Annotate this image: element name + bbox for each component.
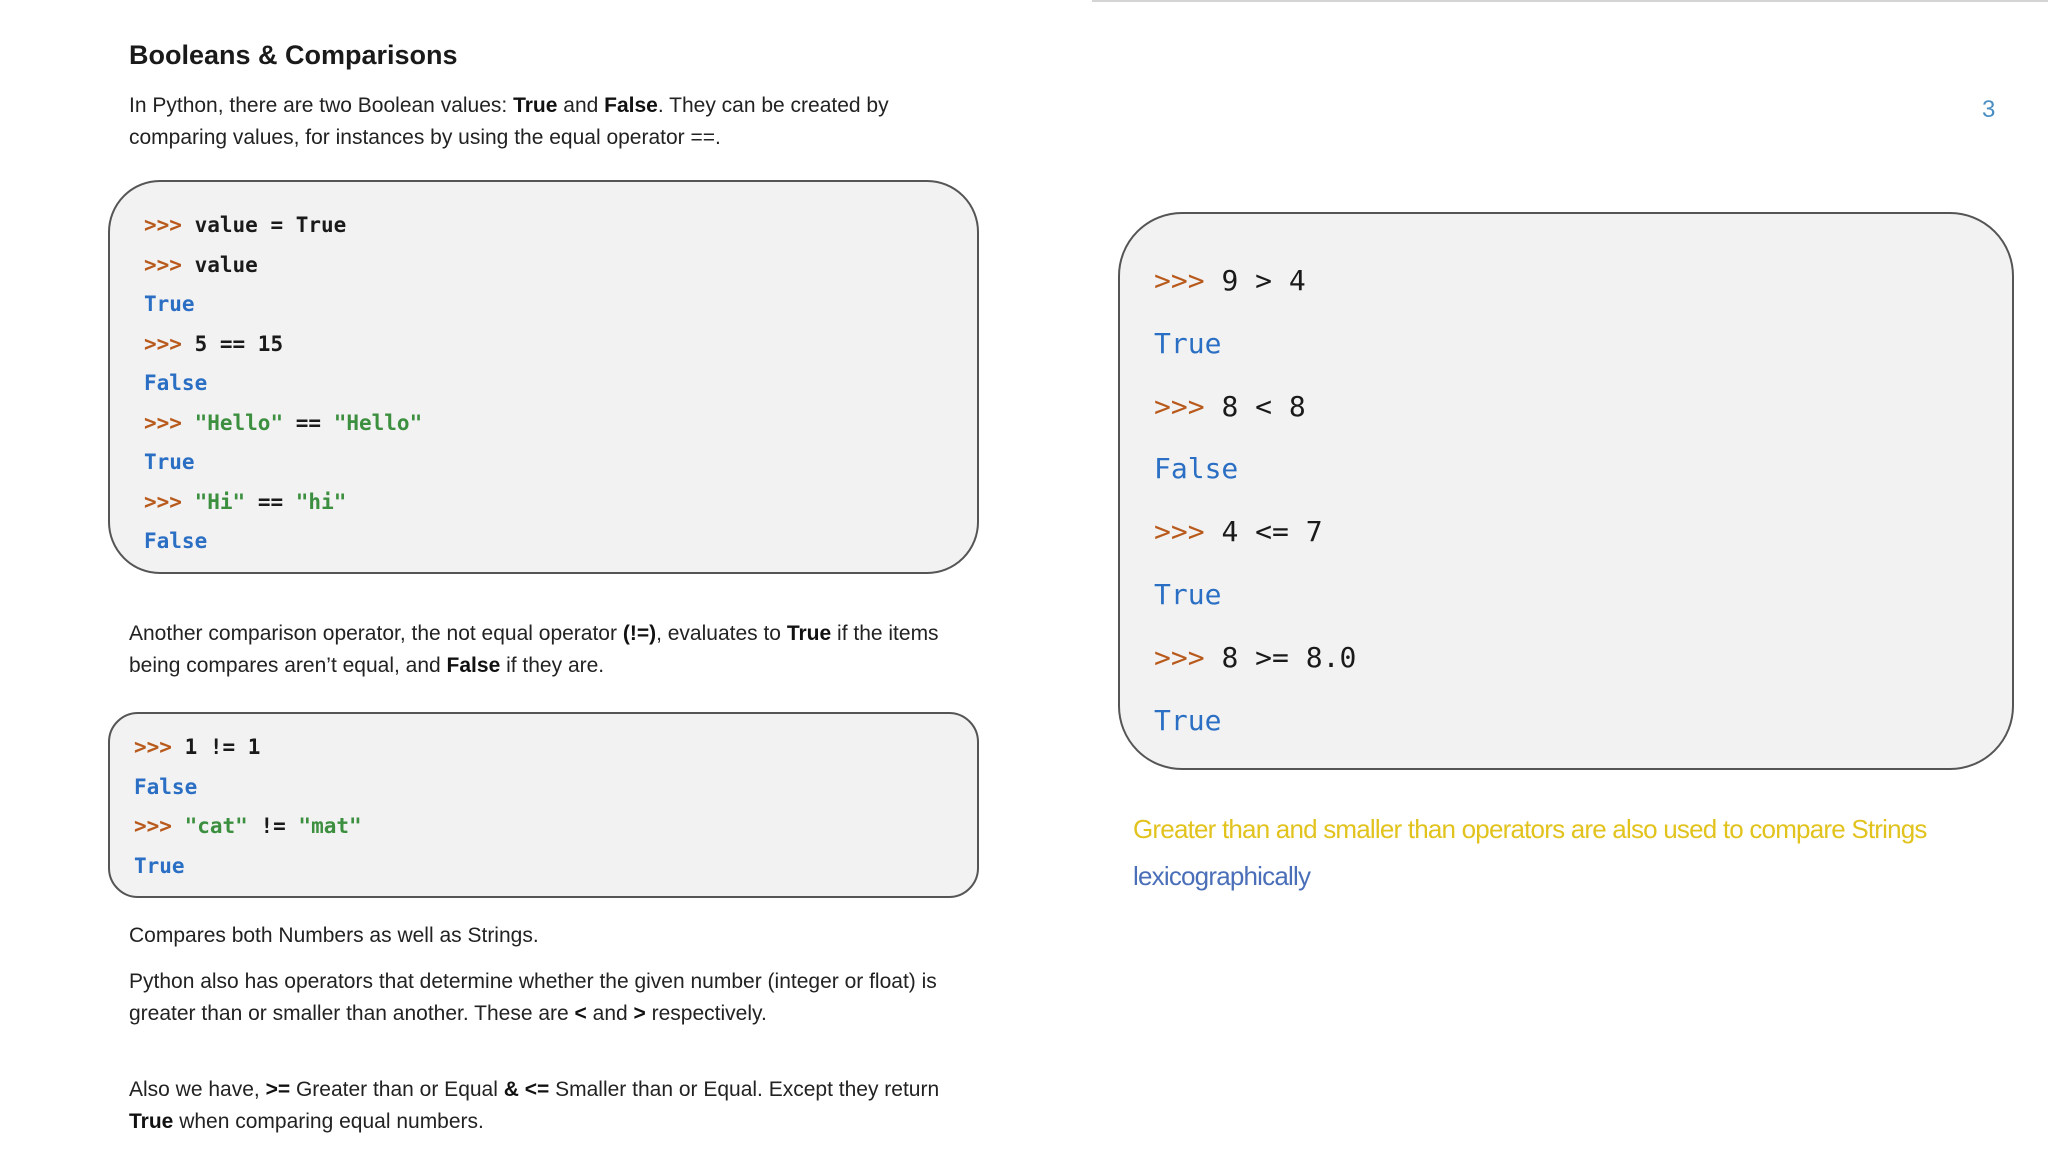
code-string: "Hello": [333, 410, 423, 435]
code-line: [134, 728, 977, 768]
intro-text: and: [557, 94, 605, 117]
code-line: [144, 325, 977, 365]
code-string: "mat": [298, 814, 362, 838]
ne-operator: (!=): [622, 622, 657, 645]
code-text: value: [194, 252, 258, 277]
code-prompt: >>>: [134, 814, 172, 838]
code-string: "hi": [295, 489, 347, 514]
ops-less-than: <: [574, 1002, 587, 1025]
ne-text: , evaluates to: [656, 622, 787, 645]
compares-paragraph: Compares both Numbers as well as Strings.: [129, 924, 539, 947]
code-line: [1154, 250, 2012, 313]
code-line: [1154, 501, 2012, 564]
code-operator: ==: [257, 489, 284, 514]
code-line: [134, 807, 977, 847]
code-output: True: [134, 853, 185, 878]
code-output: False: [144, 371, 208, 395]
code-operator: ==: [295, 410, 322, 435]
code-output: True: [1154, 326, 1222, 360]
code-output: False: [1154, 452, 1239, 486]
code-block-equality: [108, 180, 979, 574]
code-prompt: >>>: [1154, 389, 1205, 423]
top-divider: [1092, 0, 2048, 2]
also-text: Also we have,: [129, 1078, 266, 1101]
code-text: 1 != 1: [184, 735, 261, 759]
code-output: True: [1154, 703, 1222, 737]
code-line: [144, 404, 977, 444]
code-block-relational: [1118, 212, 2014, 770]
ops-text: Python also has operators that determine whether the given number (integer or float) is greater than or smaller than another. These are: [129, 970, 937, 1025]
ops-text: respectively.: [645, 1002, 767, 1025]
code-line: [144, 483, 977, 523]
also-text: when comparing equal numbers.: [173, 1110, 484, 1133]
code-output: True: [144, 450, 195, 474]
code-text: 8 < 8: [1221, 389, 1306, 423]
code-string: "Hello": [194, 410, 284, 435]
code-line: [144, 246, 977, 286]
code-block-not-equal: [108, 712, 979, 898]
code-text: 5 == 15: [194, 331, 284, 356]
also-ampersand: &: [503, 1078, 519, 1101]
operators-paragraph: [129, 966, 959, 1030]
code-string: "cat": [184, 814, 248, 838]
intro-true: True: [513, 94, 558, 117]
code-prompt: >>>: [1154, 515, 1205, 549]
ne-text: Another comparison operator, the not equal operator: [129, 622, 623, 645]
intro-text: In Python, there are two Boolean values:: [129, 94, 514, 117]
intro-false: False: [604, 94, 658, 117]
also-lte: <=: [524, 1078, 550, 1101]
code-text: 4 <= 7: [1221, 515, 1323, 549]
code-text: value = True: [194, 213, 347, 237]
code-output: True: [144, 292, 195, 316]
ne-text: if they are.: [500, 654, 605, 677]
intro-text: . They can be created by comparing values, for instances by using the equal operator ==.: [129, 94, 889, 149]
also-text: Greater than or Equal: [290, 1078, 504, 1101]
ops-text: and: [586, 1002, 634, 1025]
code-prompt: >>>: [144, 252, 182, 277]
ne-true: True: [786, 622, 832, 645]
page-title: Booleans & Comparisons: [129, 40, 458, 70]
ops-greater-than: >: [633, 1002, 646, 1025]
code-prompt: >>>: [144, 213, 182, 237]
code-prompt: >>>: [1154, 640, 1205, 674]
code-text: 8 >= 8.0: [1221, 640, 1357, 674]
ne-text: if the items being compares aren’t equal, and: [129, 622, 939, 677]
code-line: [144, 206, 977, 246]
not-equal-paragraph: [129, 618, 959, 682]
also-true: True: [129, 1110, 174, 1133]
code-line: [1154, 376, 2012, 439]
code-output: False: [144, 529, 208, 553]
intro-paragraph: [129, 90, 959, 154]
code-prompt: >>>: [144, 410, 182, 435]
also-gte: >=: [265, 1078, 291, 1101]
code-prompt: >>>: [144, 489, 182, 514]
code-operator: !=: [260, 814, 286, 838]
code-line: [1154, 627, 2012, 690]
code-prompt: >>>: [144, 331, 182, 356]
code-output: False: [134, 774, 198, 799]
code-output: True: [1154, 577, 1222, 611]
strings-note: [1133, 806, 1993, 900]
code-prompt: >>>: [134, 735, 172, 759]
also-text: Smaller than or Equal. Except they return: [549, 1078, 940, 1101]
code-text: 9 > 4: [1221, 264, 1306, 297]
also-paragraph: [129, 1074, 959, 1138]
page-number: 3: [1982, 96, 1996, 123]
ne-false: False: [446, 654, 501, 677]
code-string: "Hi": [194, 489, 246, 514]
code-prompt: >>>: [1154, 264, 1205, 297]
note-highlight-text: lexicographically: [1133, 861, 1311, 891]
note-highlight-text: Greater than and smaller than operators are also used to compare Strings: [1133, 814, 1927, 844]
